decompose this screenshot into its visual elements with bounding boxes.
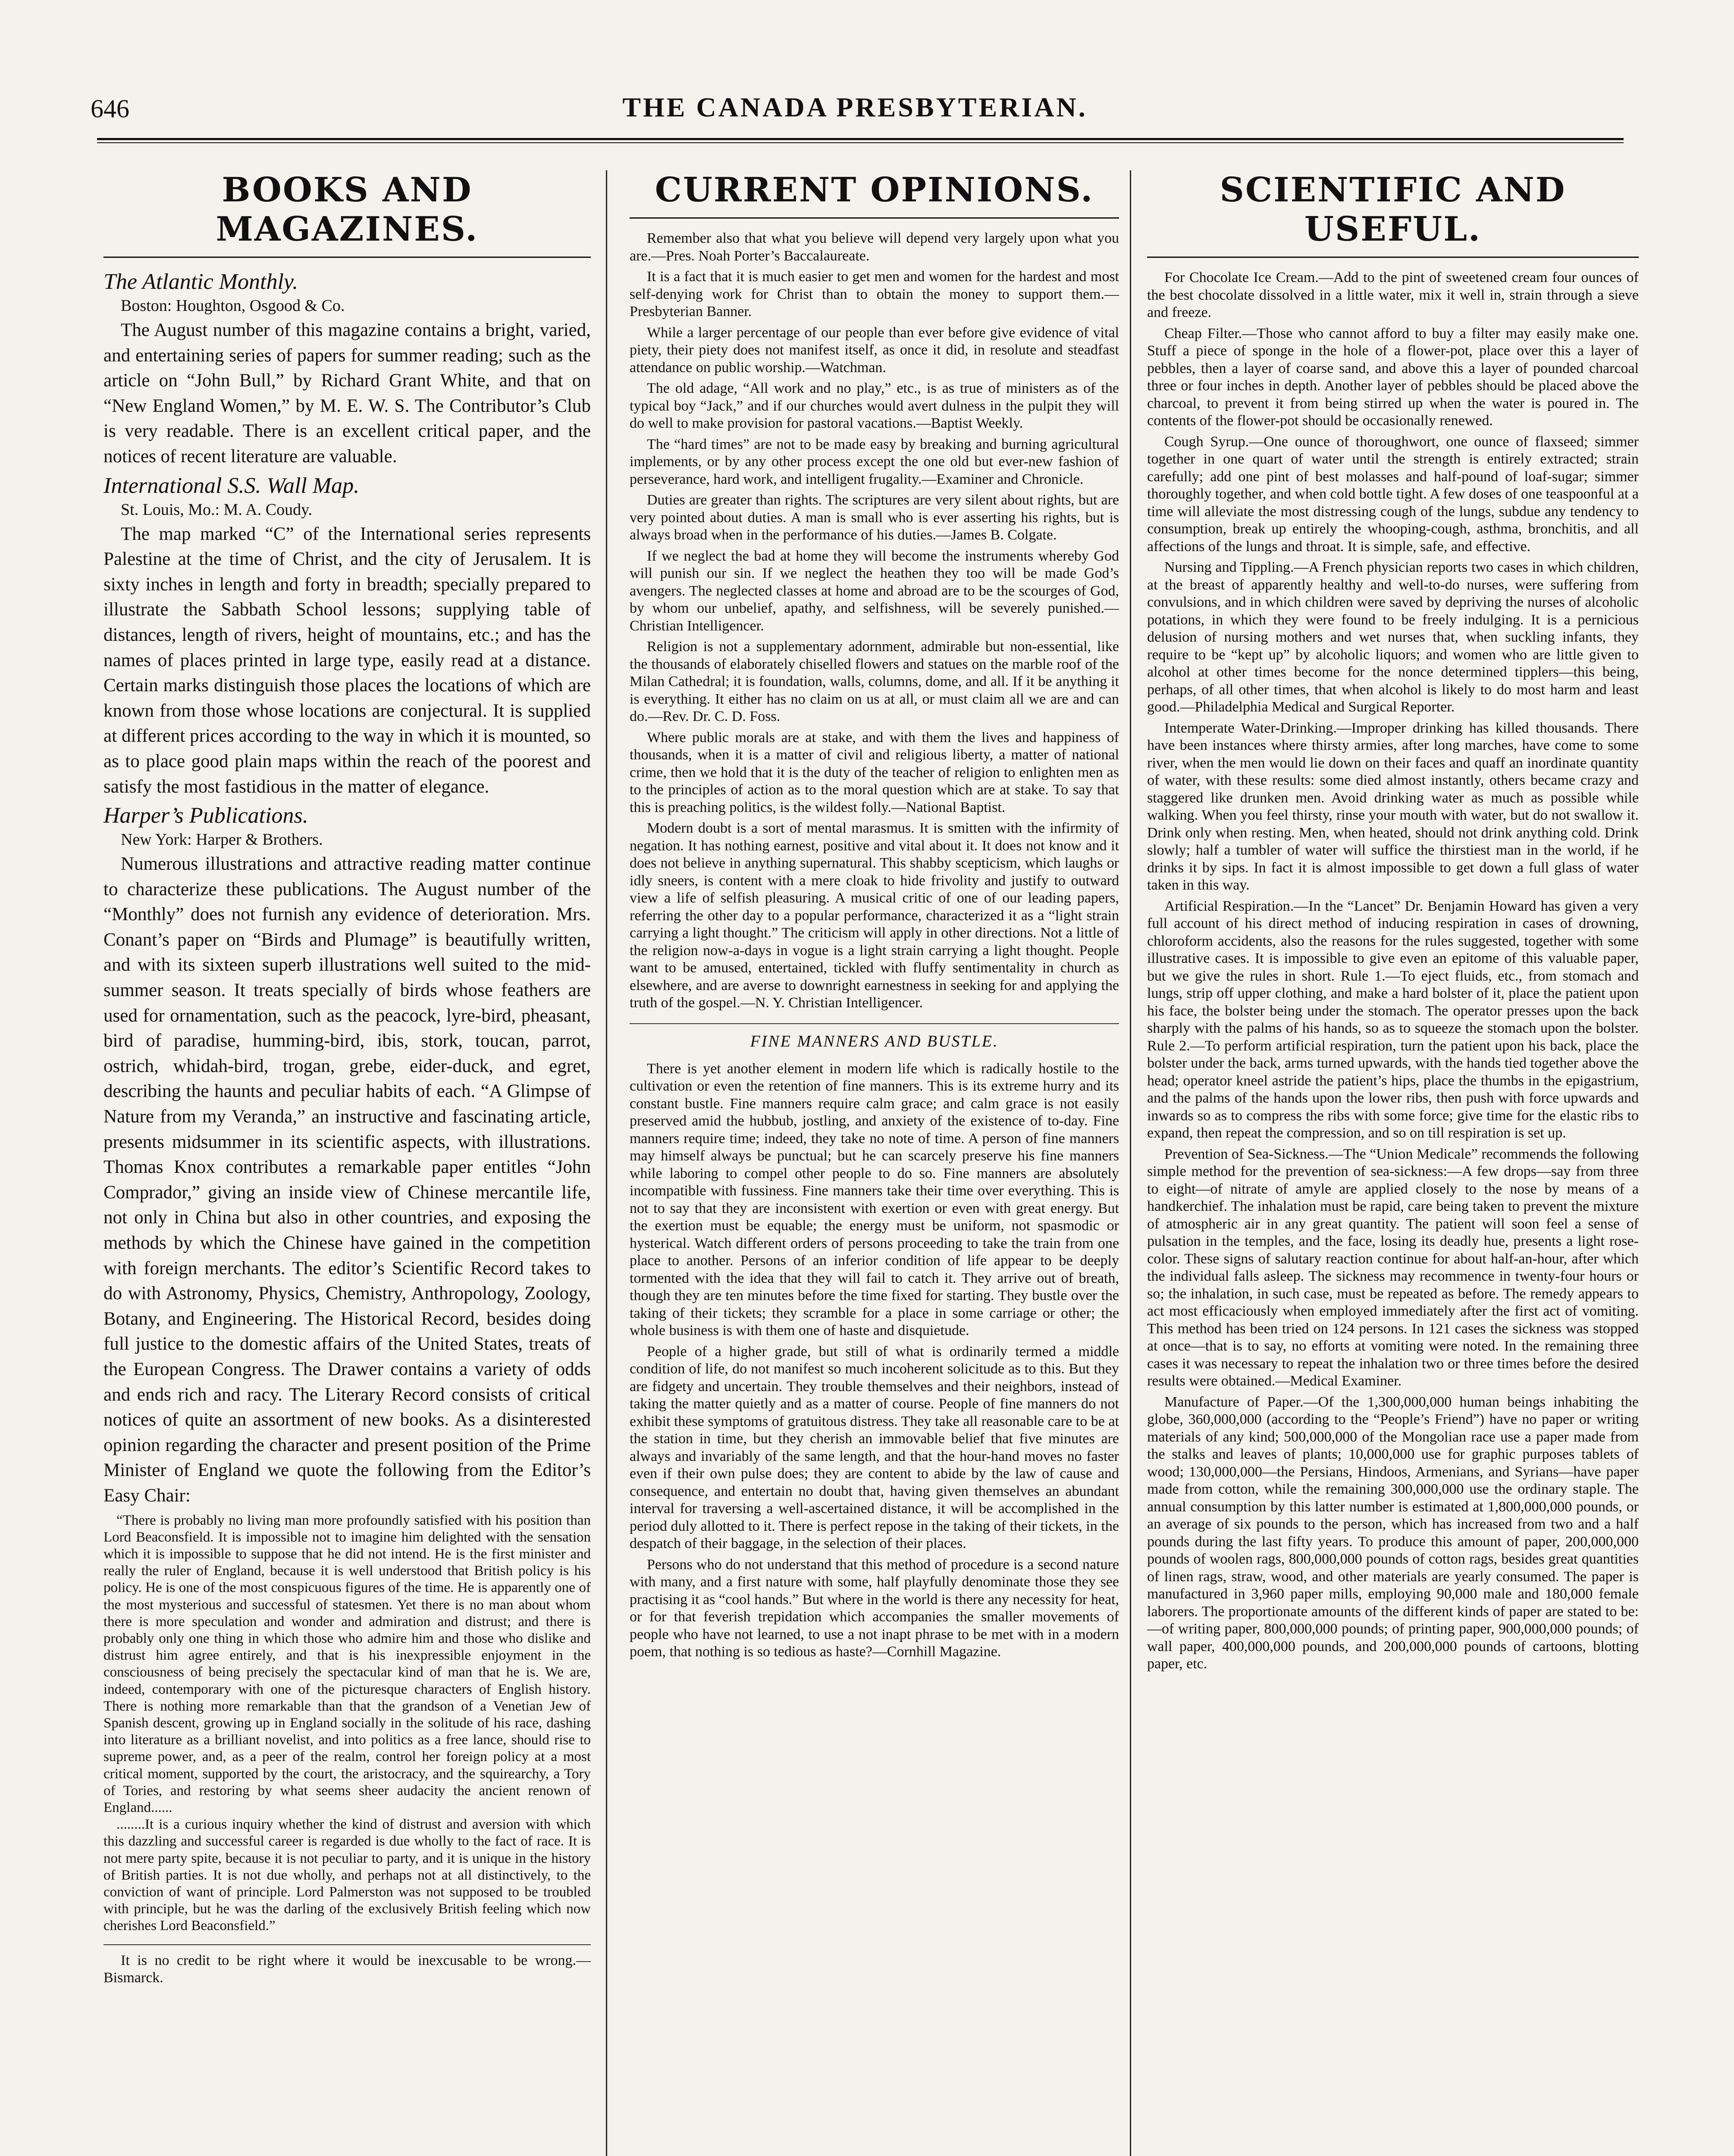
current-opinions-column: [630, 170, 1119, 1664]
divider: [103, 1944, 591, 1945]
section-heading: SCIENTIFIC AND USEFUL.: [1220, 170, 1566, 249]
review-title: International S.S. Wall Map.: [103, 473, 360, 498]
article-paragraph: There is yet another element in modern life which is radically hostile to the cultivation or even the retention of fine manners. This is its extreme hurry and its constant bustle. Fine manners require calm grace; and calm grace is not easily preserved amid the hubbub, jostling, and anxiety of the existence of to-day. Fine manners require time; indeed, they take no note of time. A person of fine manners may himself always be punctual; but he can scarcely preserve his fine manners while laboring to compel other people to do so. Fine manners are absolutely incompatible with fussiness. Fine manners take their time over everything. This is not to say that they are inconsistent with exertion or even with great energy. But the exertion must be equable; the energy must be uniform, not spasmodic or hysterical. Watch different orders of persons proceeding to take the train from one place to another. Persons of an inferior condition of life appear to be deeply tormented with the idea that they will fail to catch it. They arrive out of breath, though they are ten minutes before the time fixed for starting. They bustle over the taking of their tickets; they scramble for a place in some carriage or other; the whole business is with them one of haste and disquietude.: [630, 1060, 1119, 1338]
recipe-item: Cough Syrup.—One ounce of thoroughwort, one ounce of flaxseed; simmer together in one quart of water until the strength is entirely extracted; strain carefully; add one pint of best molasses and half-pound of loaf-sugar; simmer thoroughly together, and when cold bottle tight. A few doses of one teaspoonful at a time will alleviate the most distressing cough of the lungs, subdue any tendency to consumption, break up entirely the whooping-cough, asthma, bronchitis, and all affections of the lungs and throat. It is simple, safe, and effective.: [1147, 433, 1639, 555]
column-divider: [606, 170, 607, 2156]
article-title: FINE MANNERS AND BUSTLE.: [750, 1032, 999, 1050]
quotation: ........It is a curious inquiry whether the kind of distrust and aversion with which this dazzling and successful career is regarded is due wholly to the fact of race. It is not mere party spite, because it is not peculiar to party, and it is unique in the history of British parties. It is not due wholly, and perhaps not at all distinctively, to the conviction of want of principle. Lord Palmerston was not supposed to be troubled with principle, but he was the darling of the exclusively British feeling which now cherishes Lord Beaconsfield.”: [103, 1817, 591, 1934]
opinion-paragraph: Duties are greater than rights. The scriptures are very silent about rights, but are very pointed about duties. A man is small who is ever asserting his rights, but is always broad when in the performance of his duties.—James B. Colgate.: [630, 492, 1119, 543]
opinion-paragraph: Where public morals are at stake, and with them the lives and happiness of thousands, when it is a matter of civil and religious liberty, a matter of national crime, then we hold that it is the duty of the teacher of religion to enlighten men as to the principles of action as to the moral question which are at stake. To say that this is preaching politics, is the wildest folly.—National Baptist.: [630, 729, 1119, 815]
divider: [630, 1023, 1119, 1024]
quotation: “There is probably no living man more profoundly satisfied with his position than Lord Beaconsfield. It is impossible not to imagine him delighted with the sensation which it is impossible to suppose that he did not intend. He is the first minister and really the ruler of England, because it is well understood that British policy is his policy. He is one of the most conspicuous figures of the time. He is apparently one of the most mysterious and successful of statesmen. Yet there is no man about whom there is more speculation and wonder and admiration and distrust; and there is probably only one thing in which those who admire him and those who dislike and distrust him agree entirely, and that is his inexpressible enjoyment in the consciousness of being precisely the spectacular kind of man that he is. We are, indeed, contemporary with one of the picturesque characters of English history. There is nothing more remarkable than that the grandson of a Venetian Jew of Spanish descent, growing up in England socially in the solitude of his race, dashing into literature as a brilliant novelist, and into politics as a free lance, should rise to supreme power, and, as a peer of the realm, control her foreign policy at a most critical moment, supported by the court, the aristocracy, and the squirearchy, a Tory of Tories, and restoring by what seems sheer audacity the ancient renown of England......: [103, 1512, 591, 1815]
scientific-and-useful-column: [1147, 170, 1639, 1677]
recipe-item: Cheap Filter.—Those who cannot afford to buy a filter may easily make one. Stuff a piece of sponge in the hole of a flower-pot, place over this a layer of pebbles, then a layer of coarse sand, and above this a layer of pounded charcoal three or four inches in depth. Another layer of pebbles should be placed above the charcoal, to prevent it from being stirred up when the water is poured in. The contents of the flower-pot should be occasionally renewed.: [1147, 325, 1639, 429]
review-text: The August number of this magazine contains a bright, varied, and entertaining series of papers for summer reading; such as the article on “John Bull,” by Richard Grant White, and that on “New England Women,” by M. E. W. S. The Contributor’s Club is very readable. There is an excellent critical paper, and the notices of recent literature are valuable.: [103, 320, 591, 467]
masthead-rule: [97, 138, 1624, 143]
opinion-paragraph: Religion is not a supplementary adornment, admirable but non-essential, like the thousands of elaborately chiselled flowers and statues on the marble roof of the Milan Cathedral; it is foundation, walls, columns, dome, and all. If it be anything it is everything. It either has no claim on us at all, or must claim all we are and can do.—Rev. Dr. C. D. Foss.: [630, 639, 1119, 724]
publisher-line: New York: Harper & Brothers.: [121, 830, 323, 849]
opinion-paragraph: If we neglect the bad at home they will become the instruments whereby God will punish our sin. If we neglect the heathen they too will be made God’s avengers. The neglected classes at home and abroad are to be the scourges of God, by whom our unbelief, apathy, and selfishness, will be severely punished.—Christian Intelligencer.: [630, 548, 1119, 634]
page-number: 646: [91, 94, 129, 123]
article-paragraph: People of a higher grade, but still of what is ordinarily termed a middle condition of life, do not manifest so much incoherent solicitude as to this. But they are fidgety and uncertain. They trouble themselves and their neighbors, instead of taking the matter quietly and as a matter of course. People of fine manners do not exhibit these symptoms of gratuitous distress. They take all reasonable care to be at the station in time, but they cherish an immovable belief that five minutes are always and invariably of the same length, and that the hour-hand moves no faster even if their own pulse does; they are content to abide by the law of cause and consequence, and entertain no doubt that, having given themselves an abundant interval for traversing a well-ascertained distance, it will be accomplished in the period duly allotted to it. There is perfect repose in the taking of their tickets, in the despatch of their baggage, in the selection of their places.: [630, 1343, 1119, 1551]
books-and-magazines-column: [103, 170, 591, 1990]
review-text: Numerous illustrations and attractive reading matter continue to characterize these publications. The August number of the “Monthly” does not furnish any evidence of deterioration. Mrs. Conant’s paper on “Birds and Plumage” is beautifully written, and with its sixteen superb illustrations well suited to the mid-summer season. It treats specially of birds whose feathers are used for ornamentation, such as the peacock, lyre-bird, pheasant, bird of paradise, humming-bird, ibis, stork, toucan, parrot, ostrich, whidah-bird, trogan, grebe, eider-duck, and egret, describing the haunts and peculiar habits of each. “A Glimpse of Nature from my Veranda,” an instructive and fascinating article, presents midsummer in its scientific aspects, with illustrations. Thomas Knox contributes a remarkable paper entitles “John Comprador,” giving an inside view of Chinese mercantile life, not only in China but also in other countries, and exposing the methods by which the Chinese have gained in the competition with foreign merchants. The editor’s Scientific Record takes to do with Astronomy, Physics, Chemistry, Anthropology, Zoology, Botany, and Engineering. The Historical Record, besides doing full justice to the domestic affairs of the United States, treats of the European Congress. The Drawer contains a variety of odds and ends rich and racy. The Literary Record consists of critical notices of quite an assortment of new books. As a disinterested opinion regarding the character and present position of the Prime Minister of England we quote the following from the Editor’s Easy Chair:: [103, 854, 591, 1506]
opinion-paragraph: Remember also that what you believe will depend very largely upon what you are.—Pres. Noah Porter’s Baccalaureate.: [630, 230, 1119, 264]
opinion-paragraph: While a larger percentage of our people than ever before give evidence of vital piety, their piety does not manifest itself, as once it did, in resolute and steadfast attendance on public worship.—Watchman.: [630, 324, 1119, 376]
fact-item: Manufacture of Paper.—Of the 1,300,000,000 human beings inhabiting the globe, 360,000,000 (according to the “People’s Friend”) have no paper or writing materials of any kind; 500,000,000 of the Mongolian race use a paper made from the stalks and leaves of plants; 10,000,000 use for graphic purposes tablets of wood; 130,000,000—the Persians, Hindoos, Armenians, and Syrians—have paper made from cotton, while the remaining 300,000,000 use the ordinary staple. The annual consumption by this latter number is estimated at 1,800,000,000 pounds, or an average of six pounds to the person, which has increased from two and a half pounds during the last fifty years. To produce this amount of paper, 200,000,000 pounds of woolen rags, 800,000,000 pounds of cotton rags, besides great quantities of linen rags, straw, wood, and other materials are yearly consumed. The paper is manufactured in 3,960 paper mills, employing 90,000 male and 180,000 female laborers. The proportionate amounts of the different kinds of paper are stated to be:—of writing paper, 800,000,000 pounds; of printing paper, 900,000,000 pounds; of wall paper, 400,000,000 pounds, and 200,000,000 pounds of cartoons, blotting paper, etc.: [1147, 1394, 1639, 1672]
opinion-paragraph: Modern doubt is a sort of mental marasmus. It is smitten with the infirmity of negation. It has nothing earnest, positive and vital about it. It does not know and it does not believe in anything supernatural. This shabby scepticism, which laughs or idly sneers, is content with a mere cloak to hide frivolity and justify to outward view a life of selfish pleasuring. A musical critic of one of our leading papers, referring the other day to a popular performance, characterized it as a “light strain carrying a light thought.” The criticism will apply in other directions. Not a little of the religion now-a-days in vogue is a light strain carrying a light thought. People want to be amused, entertained, tickled with fluffy sentimentality in church as elsewhere, and are averse to downright earnestness in seeking for and applying the truth of the gospel.—N. Y. Christian Intelligencer.: [630, 820, 1119, 1011]
opinion-paragraph: The old adage, “All work and no play,” etc., is as true of ministers as of the typical boy “Jack,” and if our churches would avert dulness in the pulpit they will do well to make provision for pastoral vacations.—Baptist Weekly.: [630, 380, 1119, 431]
recipe-item: For Chocolate Ice Cream.—Add to the pint of sweetened cream four ounces of the best chocolate dissolved in a little water, mix it well in, strain through a sieve and freeze.: [1147, 270, 1639, 320]
article-paragraph: Persons who do not understand that this method of procedure is a second nature with many, and a first nature with some, half playfully denominate those they see practising it as “cool hands.” But where in the world is there any necessity for heat, or for that feverish trepidation which accompanies the smaller movements of people who have not learned, to use a not inapt phrase to be met with in a modern poem, that nothing is so tedious as haste?—Cornhill Magazine.: [630, 1556, 1119, 1660]
health-item: Nursing and Tippling.—A French physician reports two cases in which children, at the breast of apparently healthy and well-to-do nurses, were suffering from convulsions, and in which children were saved by depriving the nurses of alcoholic potations, in which they were found to be freely indulging. It is a pernicious delusion of nursing mothers and wet nurses that, when suckling infants, they require to be “kept up” by alcoholic liquors; and women who are little given to alcohol at other times become for the nonce determined tipplers—this being, perhaps, of all other times, that when alcohol is likely to do most harm and least good.—Philadelphia Medical and Surgical Reporter.: [1147, 559, 1639, 715]
health-item: Artificial Respiration.—In the “Lancet” Dr. Benjamin Howard has given a very full account of his direct method of inducing respiration in cases of drowning, chloroform accidents, also the reasons for the rules suggested, together with some illustrative cases. It is impossible to give even an epitome of this valuable paper, but we give the rules in short. Rule 1.—To eject fluids, etc., from stomach and lungs, strip off upper clothing, and make a hard bolster of it, place the patient upon his face, the bolster being under the stomach. The operator presses upon the back sharply with the palms of his hands, so as to squeeze the stomach upon the bolster. Rule 2.—To perform artificial respiration, turn the patient upon his back, place the bolster under the back, arms turned upwards, with the hands tied together above the head; operator kneel astride the patient’s hips, place the thumbs in the epigastrium, and the palms of the hands upon the lower ribs, then push with force upwards and inwards so as to compress the ribs with some force; give time for the elastic ribs to expand, then repeat the compression, and so on till respiration is set up.: [1147, 898, 1639, 1141]
journal-title: THE CANADA PRESBYTERIAN.: [622, 92, 1088, 122]
closing-quote: It is no credit to be right where it would be inexcusable to be wrong.—Bismarck.: [103, 1952, 591, 1986]
publisher-line: St. Louis, Mo.: M. A. Coudy.: [121, 500, 313, 519]
masthead: [91, 94, 1619, 124]
section-heading: BOOKS AND MAGAZINES.: [216, 170, 479, 249]
heading-rule: [1147, 257, 1639, 258]
health-item: Intemperate Water-Drinking.—Improper drinking has killed thousands. There have been instances where thirsty armies, after long marches, have come to some river, when the men would lie down on their faces and quaff an inordinate quantity of water, with these results: some died almost instantly, others became crazy and staggered like drunken men. Avoid drinking water as much as possible while walking. When you feel thirsty, rinse your mouth with water, but do not swallow it. Drink only when resting. Men, when heated, should not drink anything cold. Drink slowly; half a tumbler of water will suffice the thirstiest man in the world, if he drinks it by sips. In fact it is almost impossible to get down a full glass of water taken in this way.: [1147, 720, 1639, 893]
column-divider: [1130, 170, 1131, 2156]
heading-rule: [630, 217, 1119, 219]
publisher-line: Boston: Houghton, Osgood & Co.: [121, 297, 345, 315]
heading-rule: [103, 257, 591, 258]
opinion-paragraph: It is a fact that it is much easier to get men and women for the hardest and most self-denying work for Christ than to obtain the money to support them.—Presbyterian Banner.: [630, 269, 1119, 320]
review-title: The Atlantic Monthly.: [103, 270, 298, 294]
health-item: Prevention of Sea-Sickness.—The “Union Medicale” recommends the following simple method for the prevention of sea-sickness:—A few drops—say from three to eight—of nitrate of amyle are applied closely to the nose by means of a handkerchief. The inhalation must be rapid, care being taken to prevent the mixture of atmospheric air in any great quantity. The patient will soon feel a sense of pulsation in the temples, and the face, losing its deadly hue, presents a light rose-color. These signs of salutary reaction continue for about half-an-hour, after which the individual falls asleep. The sickness may recommence in twenty-four hours or so; the inhalation, in such case, must be repeated as before. The remedy appears to act most efficaciously when employed immediately after the first act of vomiting. This method has been tried on 124 persons. In 121 cases the sickness was stopped at once—that is to say, no efforts at vomiting were noted. In the remaining three cases it was necessary to repeat the inhalation two or three times before the desired results were obtained.—Medical Examiner.: [1147, 1146, 1639, 1389]
opinion-paragraph: The “hard times” are not to be made easy by breaking and burning agricultural implements, or by any other process except the one old but ever-new fashion of perseverance, hard work, and intelligent frugality.—Examiner and Chronicle.: [630, 436, 1119, 487]
section-heading: CURRENT OPINIONS.: [655, 170, 1094, 210]
review-text: The map marked “C” of the International series represents Palestine at the time of Christ, and the city of Jerusalem. It is sixty inches in length and forty in breadth; specially prepared to illustrate the Sabbath School lessons; supplying table of distances, length of rivers, height of mountains, etc.; and has the names of places printed in large type, easily read at a distance. Certain marks distinguish those places the locations of which are known from those whose locations are conjectural. It is supplied at different prices according to the way in which it is mounted, so as to place good plain maps within the reach of the poorest and satisfy the most fastidious in the matter of elegance.: [103, 523, 591, 797]
review-title: Harper’s Publications.: [103, 803, 308, 828]
